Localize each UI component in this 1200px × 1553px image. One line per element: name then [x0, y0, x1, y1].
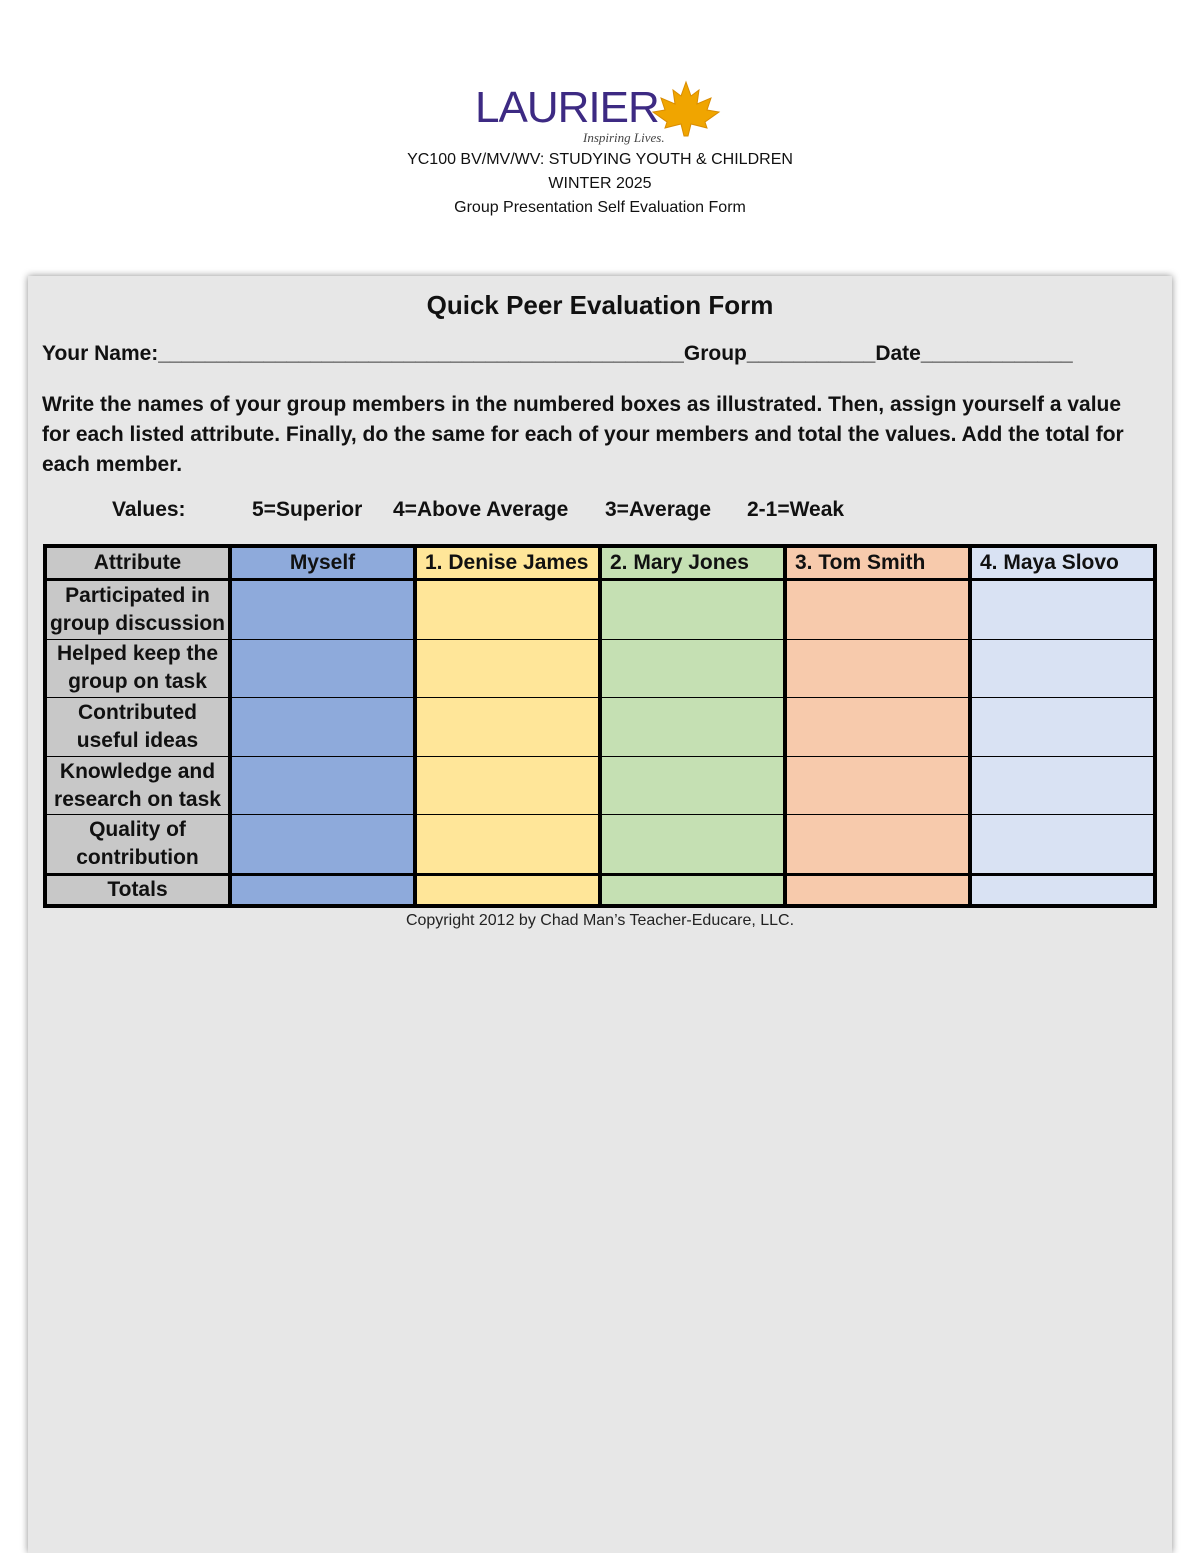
header-member-3: 3. Tom Smith: [785, 546, 970, 580]
logo-tagline: Inspiring Lives.: [583, 130, 665, 145]
total-cell-member-4[interactable]: [970, 875, 1155, 907]
values-label: Values:: [112, 498, 186, 521]
score-cell-member-2[interactable]: [600, 639, 785, 698]
attribute-knowledge: [45, 756, 230, 815]
totals-label: Totals: [45, 875, 230, 907]
score-cell-member-1[interactable]: [415, 698, 600, 757]
attribute-line: group discussion: [49, 611, 225, 635]
attribute-line: useful ideas: [76, 728, 199, 752]
score-cell-member-1[interactable]: [415, 815, 600, 875]
peer-evaluation-table: [43, 544, 1157, 908]
header-myself: Myself: [230, 546, 415, 580]
score-cell-myself[interactable]: [230, 815, 415, 875]
header-member-2: 2. Mary Jones: [600, 546, 785, 580]
attribute-on-task: [45, 639, 230, 698]
name-group-date-line: Your Name:_____________________________________________Group___________Date_____________: [42, 342, 1073, 365]
total-cell-member-2[interactable]: [600, 875, 785, 907]
form-subtitle: Group Presentation Self Evaluation Form: [454, 199, 746, 216]
score-cell-myself[interactable]: [230, 698, 415, 757]
score-cell-member-1[interactable]: [415, 756, 600, 815]
score-cell-member-1[interactable]: [415, 580, 600, 640]
score-cell-myself[interactable]: [230, 756, 415, 815]
table-header-row: [45, 546, 1155, 580]
table-row: [45, 639, 1155, 698]
score-cell-member-2[interactable]: [600, 756, 785, 815]
value-superior: 5=Superior: [252, 498, 363, 521]
total-cell-member-1[interactable]: [415, 875, 600, 907]
score-cell-member-3[interactable]: [785, 639, 970, 698]
term-label: WINTER 2025: [548, 175, 652, 192]
score-cell-member-3[interactable]: [785, 698, 970, 757]
score-cell-member-2[interactable]: [600, 698, 785, 757]
table-row: [45, 580, 1155, 640]
total-cell-myself[interactable]: [230, 875, 415, 907]
values-legend: [112, 498, 844, 522]
table-row: [45, 756, 1155, 815]
course-title: YC100 BV/MV/WV: STUDYING YOUTH & CHILDREN: [407, 151, 793, 168]
score-cell-member-3[interactable]: [785, 756, 970, 815]
total-cell-member-3[interactable]: [785, 875, 970, 907]
table-row: [45, 815, 1155, 875]
score-cell-member-2[interactable]: [600, 815, 785, 875]
score-cell-member-4[interactable]: [970, 639, 1155, 698]
attribute-quality: [45, 815, 230, 875]
attribute-line: Knowledge and: [59, 759, 216, 783]
header-member-1: 1. Denise James: [415, 546, 600, 580]
score-cell-myself[interactable]: [230, 639, 415, 698]
document-header: [0, 80, 1200, 220]
evaluation-sheet: [28, 276, 1172, 1553]
attribute-participated: [45, 580, 230, 640]
attribute-line: Contributed: [78, 700, 197, 724]
score-cell-member-4[interactable]: [970, 580, 1155, 640]
score-cell-member-3[interactable]: [785, 580, 970, 640]
score-cell-member-4[interactable]: [970, 698, 1155, 757]
header-attribute: Attribute: [45, 546, 230, 580]
copyright-notice: Copyright 2012 by Chad Man’s Teacher-Educare, LLC.: [405, 912, 795, 929]
attribute-line: Helped keep the: [56, 642, 219, 666]
table-row: [45, 698, 1155, 757]
value-above-average: 4=Above Average: [393, 498, 569, 521]
logo-wordmark: LAURIER: [475, 83, 659, 132]
value-weak: 2-1=Weak: [747, 498, 845, 521]
attribute-line: contribution: [76, 846, 199, 870]
instructions-text: Write the names of your group members in the numbered boxes as illustrated. Then, assign yourself a value for each listed attribute. Finally, do the same for each of your members and total the values. Add the total for each member.: [42, 393, 1124, 476]
attribute-line: research on task: [54, 787, 221, 811]
attribute-line: Quality of: [89, 818, 186, 842]
laurier-logo: [475, 80, 725, 148]
score-cell-member-4[interactable]: [970, 815, 1155, 875]
score-cell-member-1[interactable]: [415, 639, 600, 698]
form-title: Quick Peer Evaluation Form: [426, 290, 774, 320]
score-cell-myself[interactable]: [230, 580, 415, 640]
score-cell-member-4[interactable]: [970, 756, 1155, 815]
totals-row: [45, 875, 1155, 907]
score-cell-member-2[interactable]: [600, 580, 785, 640]
attribute-line: Participated in: [65, 583, 210, 607]
attribute-ideas: [45, 698, 230, 757]
value-average: 3=Average: [605, 498, 712, 521]
score-cell-member-3[interactable]: [785, 815, 970, 875]
attribute-line: group on task: [68, 670, 207, 694]
header-member-4: 4. Maya Slovo: [970, 546, 1155, 580]
